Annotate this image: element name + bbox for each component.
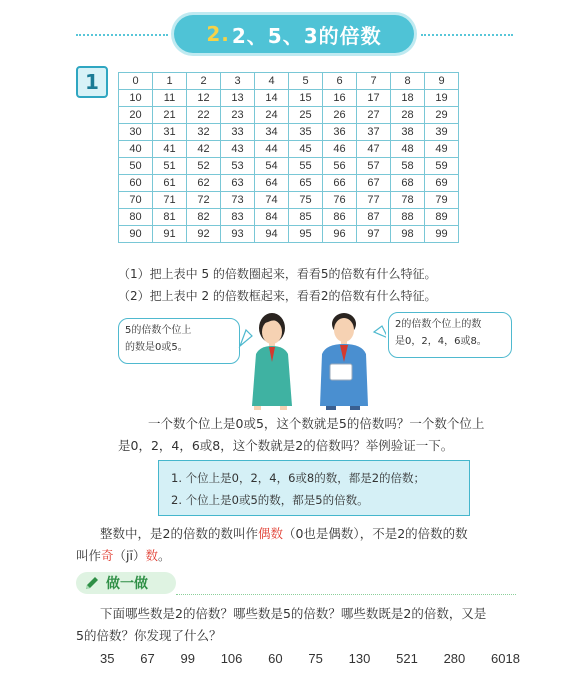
grid-cell: 44 <box>255 141 289 158</box>
practice-numbers <box>100 651 520 666</box>
grid-cell: 5 <box>289 73 323 90</box>
grid-row <box>119 226 459 243</box>
practice-divider <box>176 594 516 595</box>
grid-cell: 65 <box>289 175 323 192</box>
practice-number: 99 <box>180 651 195 666</box>
practice-number: 75 <box>308 651 323 666</box>
bubble-right-line2: 是0，2，4，6或8。 <box>395 336 487 347</box>
grid-cell: 19 <box>425 90 459 107</box>
grid-cell: 34 <box>255 124 289 141</box>
grid-cell: 12 <box>187 90 221 107</box>
grid-row <box>119 175 459 192</box>
grid-row <box>119 124 459 141</box>
definition-text-3: 叫作 <box>76 548 102 563</box>
grid-cell: 35 <box>289 124 323 141</box>
grid-cell: 31 <box>153 124 187 141</box>
practice-number: 67 <box>140 651 155 666</box>
grid-cell: 73 <box>221 192 255 209</box>
title-dotted-line-right <box>421 34 513 36</box>
grid-cell: 53 <box>221 158 255 175</box>
grid-cell: 54 <box>255 158 289 175</box>
girl-figure <box>252 313 292 410</box>
practice-text-line2: 5的倍数？你发现了什么？ <box>76 628 222 643</box>
grid-cell: 56 <box>323 158 357 175</box>
definition-line1 <box>100 524 468 544</box>
bubble-tail-right <box>374 326 386 338</box>
question-paragraph-line2: 是0，2，4，6或8，这个数就是2的倍数吗？举例验证一下。 <box>118 438 454 453</box>
grid-cell: 70 <box>119 192 153 209</box>
grid-cell: 8 <box>391 73 425 90</box>
practice-number: 521 <box>396 651 418 666</box>
grid-cell: 64 <box>255 175 289 192</box>
question-2: （2）把上表中 2 的倍数框起来，看看2的倍数有什么特征。 <box>118 289 437 303</box>
grid-cell: 13 <box>221 90 255 107</box>
grid-cell: 55 <box>289 158 323 175</box>
grid-cell: 49 <box>425 141 459 158</box>
students-illustration <box>236 306 386 410</box>
grid-cell: 83 <box>221 209 255 226</box>
grid-cell: 86 <box>323 209 357 226</box>
grid-cell: 87 <box>357 209 391 226</box>
page-title <box>174 15 414 53</box>
grid-cell: 98 <box>391 226 425 243</box>
question-paragraph-line1: 一个数个位上是0或5，这个数就是5的倍数吗？一个数个位上 <box>148 416 485 431</box>
question-1: （1）把上表中 5 的倍数圈起来，看看5的倍数有什么特征。 <box>118 267 437 281</box>
rule-1: 1. 个位上是0，2，4，6或8的数，都是2的倍数； <box>171 471 426 485</box>
grid-cell: 45 <box>289 141 323 158</box>
grid-cell: 15 <box>289 90 323 107</box>
grid-cell: 38 <box>391 124 425 141</box>
grid-cell: 4 <box>255 73 289 90</box>
grid-cell: 57 <box>357 158 391 175</box>
practice-number: 280 <box>443 651 466 666</box>
grid-cell: 46 <box>323 141 357 158</box>
grid-row <box>119 107 459 124</box>
grid-row <box>119 90 459 107</box>
grid-cell: 22 <box>187 107 221 124</box>
grid-cell: 1 <box>153 73 187 90</box>
practice-label: 做一做 <box>106 576 148 592</box>
grid-cell: 66 <box>323 175 357 192</box>
grid-cell: 81 <box>153 209 187 226</box>
grid-row <box>119 209 459 226</box>
grid-cell: 7 <box>357 73 391 90</box>
grid-cell: 24 <box>255 107 289 124</box>
grid-cell: 71 <box>153 192 187 209</box>
grid-cell: 96 <box>323 226 357 243</box>
grid-cell: 47 <box>357 141 391 158</box>
grid-cell: 62 <box>187 175 221 192</box>
grid-cell: 91 <box>153 226 187 243</box>
grid-cell: 60 <box>119 175 153 192</box>
grid-cell: 2 <box>187 73 221 90</box>
grid-cell: 72 <box>187 192 221 209</box>
bubble-right-line1: 2的倍数个位上的数 <box>395 319 482 330</box>
practice-number: 130 <box>348 651 371 666</box>
grid-cell: 74 <box>255 192 289 209</box>
bubble-left-line2: 的数是0或5。 <box>125 342 188 353</box>
grid-cell: 27 <box>357 107 391 124</box>
grid-cell: 77 <box>357 192 391 209</box>
grid-cell: 63 <box>221 175 255 192</box>
speech-bubble-left <box>118 318 240 364</box>
definition-text-4: 。 <box>158 548 171 563</box>
number-grid <box>118 72 459 243</box>
grid-cell: 80 <box>119 209 153 226</box>
grid-row <box>119 192 459 209</box>
grid-cell: 26 <box>323 107 357 124</box>
grid-cell: 41 <box>153 141 187 158</box>
grid-cell: 39 <box>425 124 459 141</box>
grid-cell: 84 <box>255 209 289 226</box>
term-even: 偶数 <box>257 526 283 541</box>
grid-cell: 37 <box>357 124 391 141</box>
practice-number: 6018 <box>491 651 520 666</box>
grid-cell: 90 <box>119 226 153 243</box>
practice-number: 35 <box>100 651 115 666</box>
grid-cell: 18 <box>391 90 425 107</box>
grid-cell: 3 <box>221 73 255 90</box>
grid-cell: 92 <box>187 226 221 243</box>
grid-cell: 36 <box>323 124 357 141</box>
grid-cell: 93 <box>221 226 255 243</box>
grid-cell: 99 <box>425 226 459 243</box>
title-text: 2、5、3的倍数 <box>231 23 382 48</box>
grid-cell: 20 <box>119 107 153 124</box>
grid-cell: 11 <box>153 90 187 107</box>
grid-cell: 30 <box>119 124 153 141</box>
grid-cell: 51 <box>153 158 187 175</box>
grid-cell: 6 <box>323 73 357 90</box>
grid-cell: 43 <box>221 141 255 158</box>
grid-cell: 69 <box>425 175 459 192</box>
bubble-left-line1: 5的倍数个位上 <box>125 325 192 336</box>
grid-cell: 61 <box>153 175 187 192</box>
practice-number: 60 <box>268 651 283 666</box>
grid-cell: 32 <box>187 124 221 141</box>
grid-row <box>119 141 459 158</box>
grid-row <box>119 73 459 90</box>
rule-2: 2. 个位上是0或5的数，都是5的倍数。 <box>171 493 369 507</box>
pencil-icon <box>84 575 100 591</box>
grid-cell: 28 <box>391 107 425 124</box>
grid-cell: 40 <box>119 141 153 158</box>
boy-figure <box>320 313 368 410</box>
grid-cell: 25 <box>289 107 323 124</box>
grid-cell: 79 <box>425 192 459 209</box>
grid-cell: 0 <box>119 73 153 90</box>
grid-cell: 48 <box>391 141 425 158</box>
grid-cell: 59 <box>425 158 459 175</box>
practice-header <box>76 572 176 594</box>
grid-cell: 42 <box>187 141 221 158</box>
grid-cell: 82 <box>187 209 221 226</box>
grid-cell: 52 <box>187 158 221 175</box>
rules-box <box>158 460 470 516</box>
grid-cell: 94 <box>255 226 289 243</box>
grid-cell: 23 <box>221 107 255 124</box>
grid-cell: 97 <box>357 226 391 243</box>
grid-cell: 67 <box>357 175 391 192</box>
grid-cell: 85 <box>289 209 323 226</box>
title-dotted-line-left <box>76 34 168 36</box>
grid-cell: 9 <box>425 73 459 90</box>
grid-cell: 16 <box>323 90 357 107</box>
grid-cell: 68 <box>391 175 425 192</box>
grid-cell: 10 <box>119 90 153 107</box>
grid-cell: 17 <box>357 90 391 107</box>
definition-text-1: 整数中，是2的倍数的数叫作 <box>100 526 258 541</box>
speech-bubble-right <box>388 312 512 358</box>
grid-cell: 14 <box>255 90 289 107</box>
grid-row <box>119 158 459 175</box>
practice-text-line1: 下面哪些数是2的倍数？哪些数是5的倍数？哪些数既是2的倍数，又是 <box>100 606 487 621</box>
grid-cell: 89 <box>425 209 459 226</box>
term-odd-pinyin: （jī） <box>113 548 146 563</box>
grid-cell: 88 <box>391 209 425 226</box>
practice-number: 106 <box>220 651 243 666</box>
definition-line2 <box>76 546 171 566</box>
grid-cell: 50 <box>119 158 153 175</box>
grid-cell: 76 <box>323 192 357 209</box>
section-number-badge: 1 <box>76 66 108 98</box>
definition-text-2: （0也是偶数），不是2的倍数的数 <box>282 526 468 541</box>
grid-cell: 33 <box>221 124 255 141</box>
grid-cell: 75 <box>289 192 323 209</box>
title-number: 2. <box>206 22 230 46</box>
grid-cell: 21 <box>153 107 187 124</box>
bubble-tail-left <box>240 330 252 346</box>
grid-cell: 29 <box>425 107 459 124</box>
grid-cell: 95 <box>289 226 323 243</box>
term-odd-2: 数 <box>145 548 158 563</box>
term-odd: 奇 <box>101 548 114 563</box>
grid-cell: 78 <box>391 192 425 209</box>
grid-cell: 58 <box>391 158 425 175</box>
